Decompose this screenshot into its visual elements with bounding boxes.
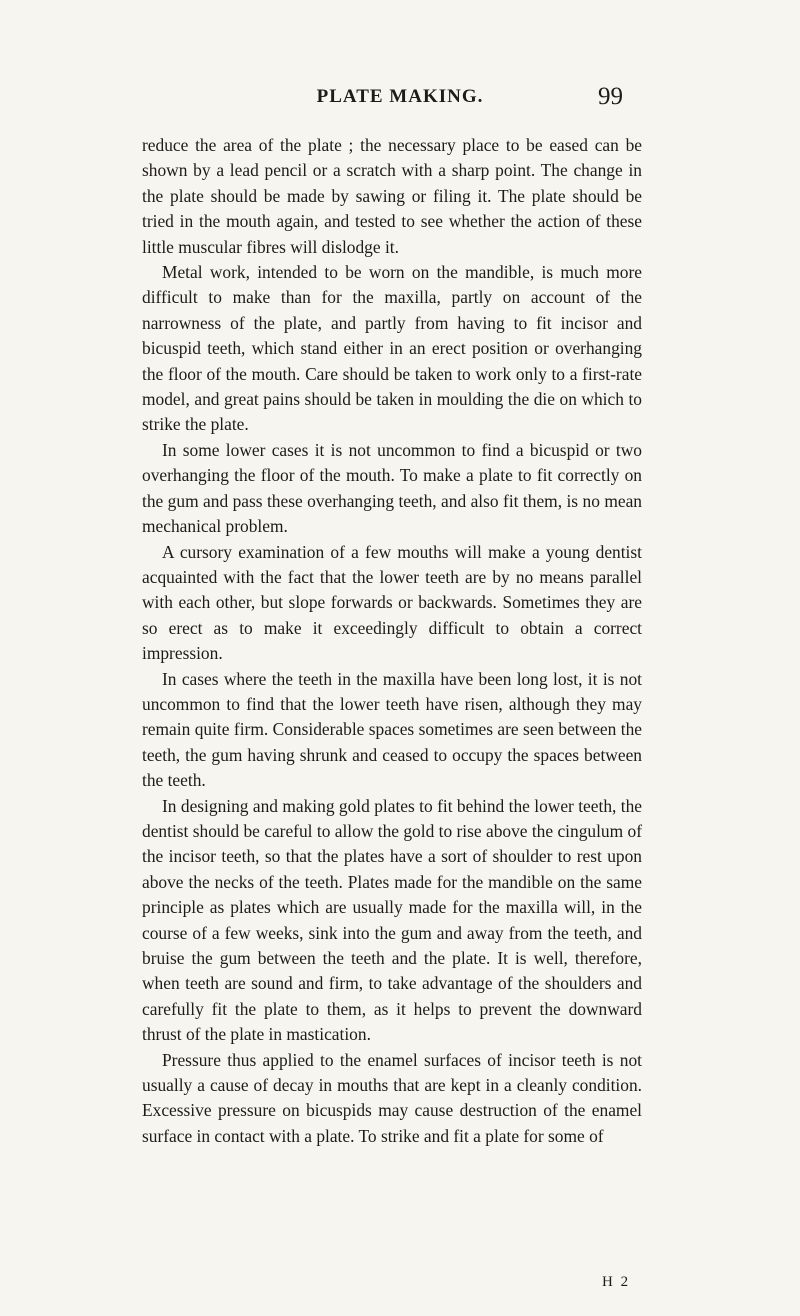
page-number: 99 <box>598 83 623 110</box>
paragraph: In some lower cases it is not uncommon to find a bicuspid or two overhanging the floor of the mouth. To make a plate to fit correctly on the gum and pass these overhanging teeth, and also fit them, is no mean mechanical problem. <box>142 439 642 537</box>
signature-mark: H 2 <box>602 1274 631 1290</box>
paragraph: In cases where the teeth in the maxilla have been long lost, it is not uncommon to find that the lower teeth have risen, although they may remain quite firm. Considerable spaces sometimes are seen between the teeth, the gum having shrunk and ceased to occupy the spaces between the teeth. <box>142 668 642 791</box>
paragraph: A cursory examination of a few mouths will make a young dentist acquainted with the fact that the lower teeth are by no means parallel with each other, but slope forwards or backwards. Sometimes they are so erect as to make it exceedingly difficult to obtain a correct impression. <box>142 541 642 664</box>
body-text <box>142 133 642 1149</box>
paragraph: In designing and making gold plates to fit behind the lower teeth, the dentist should be careful to allow the gold to rise above the cingulum of the incisor teeth, so that the plates have a sort of shoulder to rest upon above the necks of the teeth. Plates made for the mandible on the same principle as plates which are usually made for the maxilla will, in the course of a few weeks, sink into the gum and away from the teeth, and bruise the gum between the teeth and the plate. It is well, therefore, when teeth are sound and firm, to take advantage of the shoulders and carefully fit the plate to them, as it helps to prevent the downward thrust of the plate in mastication. <box>142 795 642 1045</box>
paragraph: reduce the area of the plate ; the necessary place to be eased can be shown by a lead pencil or a scratch with a sharp point. The change in the plate should be made by sawing or filing it. The plate should be tried in the mouth again, and tested to see whether the action of these little muscular fibres will dislodge it. <box>142 135 642 257</box>
paragraph: Pressure thus applied to the enamel surfaces of incisor teeth is not usually a cause of decay in mouths that are kept in a cleanly condition. Excessive pressure on bicuspids may cause destruction of the enamel surface in contact with a plate. To strike and fit a plate for some of <box>142 1049 642 1146</box>
running-title: PLATE MAKING. <box>316 86 484 107</box>
paragraph: Metal work, intended to be worn on the mandible, is much more difficult to make than for the maxilla, partly on account of the narrowness of the plate, and partly from having to fit incisor and bicuspid teeth, which stand either in an erect position or overhanging the floor of the mouth. Care should be taken to work only to a first-rate model, and great pains should be taken in moulding the die on which to strike the plate. <box>142 262 642 435</box>
page-header <box>0 83 800 116</box>
